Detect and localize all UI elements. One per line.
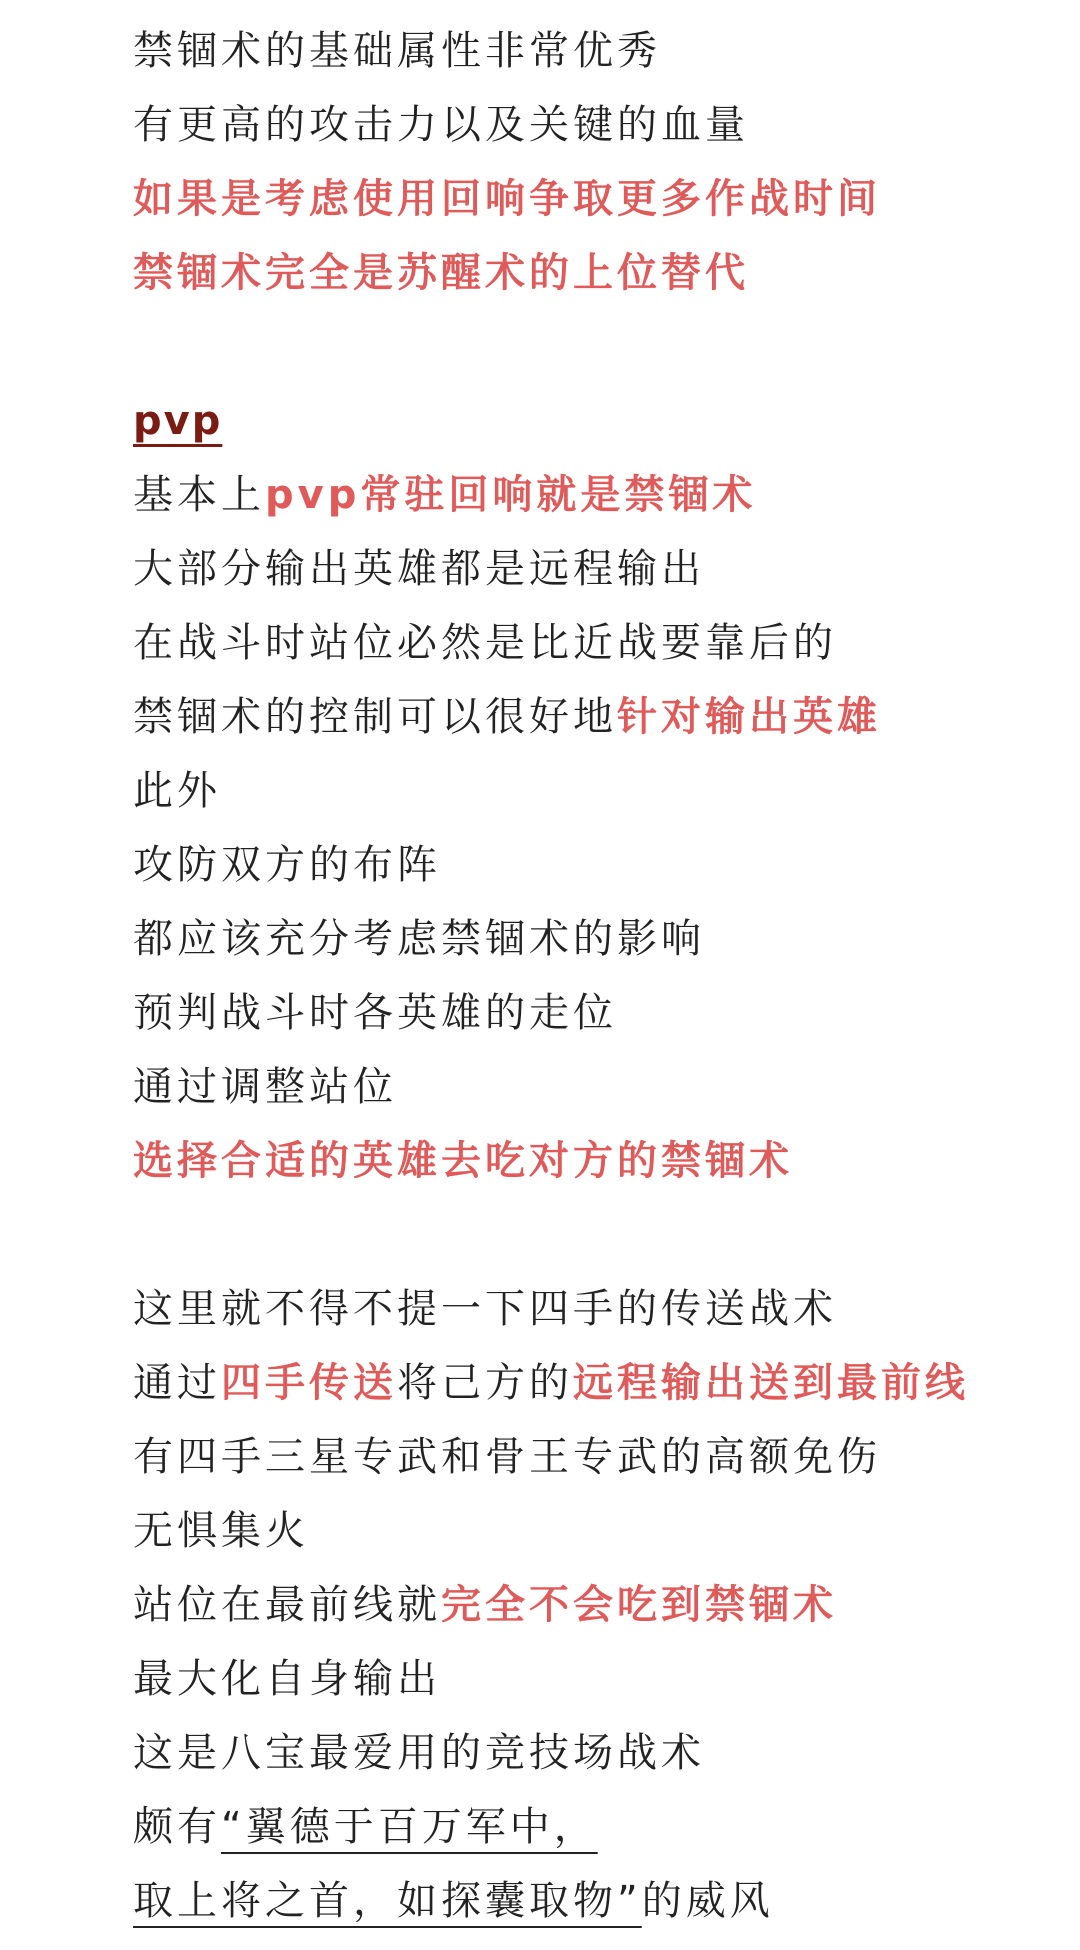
text-line bbox=[133, 1646, 441, 1712]
section-title-line bbox=[133, 388, 222, 454]
line-text: 将己方的 bbox=[397, 1360, 573, 1406]
line-text: 攻防双方的布阵 bbox=[133, 842, 441, 888]
text-line bbox=[133, 536, 705, 602]
text-line bbox=[133, 980, 617, 1046]
underlined-quote: 取上将之首，如探囊取物” bbox=[133, 1878, 642, 1924]
text-line bbox=[133, 1794, 598, 1860]
highlight-line bbox=[133, 240, 749, 306]
text-line bbox=[133, 92, 749, 158]
highlight-text: 如果是考虑使用回响争取更多作战时间 bbox=[133, 176, 881, 222]
text-line bbox=[133, 906, 705, 972]
highlight-line bbox=[133, 166, 881, 232]
line-text: 无惧集火 bbox=[133, 1508, 309, 1554]
line-text: 大部分输出英雄都是远程输出 bbox=[133, 546, 705, 592]
line-text: 有四手三星专武和骨王专武的高额免伤 bbox=[133, 1434, 881, 1480]
text-line bbox=[133, 832, 441, 898]
text-line bbox=[133, 1498, 309, 1564]
highlight-text: 远程输出送到最前线 bbox=[573, 1360, 969, 1406]
line-text: 预判战斗时各英雄的走位 bbox=[133, 990, 617, 1036]
text-line bbox=[133, 462, 756, 528]
line-text: 这是八宝最爱用的竞技场战术 bbox=[133, 1730, 705, 1776]
line-text: 最大化自身输出 bbox=[133, 1656, 441, 1702]
line-text: 站位在最前线就 bbox=[133, 1582, 441, 1628]
text-line bbox=[133, 1054, 397, 1120]
highlight-line bbox=[133, 1128, 793, 1194]
highlight-text: 禁锢术完全是苏醒术的上位替代 bbox=[133, 250, 749, 296]
text-line bbox=[133, 758, 221, 824]
line-text: 颇有 bbox=[133, 1804, 221, 1850]
underlined-quote: “翼德于百万军中， bbox=[221, 1804, 598, 1850]
text-line bbox=[133, 1276, 837, 1342]
text-line bbox=[133, 1572, 837, 1638]
line-text: 通过 bbox=[133, 1360, 221, 1406]
line-text: 都应该充分考虑禁锢术的影响 bbox=[133, 916, 705, 962]
text-line bbox=[133, 1350, 969, 1416]
line-text: 在战斗时站位必然是比近战要靠后的 bbox=[133, 620, 837, 666]
line-text: 此外 bbox=[133, 768, 221, 814]
text-line bbox=[133, 610, 837, 676]
line-text: 通过调整站位 bbox=[133, 1064, 397, 1110]
line-text: 有更高的攻击力以及关键的血量 bbox=[133, 102, 749, 148]
highlight-text: 选择合适的英雄去吃对方的禁锢术 bbox=[133, 1138, 793, 1184]
highlight-text: 针对输出英雄 bbox=[617, 694, 881, 740]
text-line bbox=[133, 1868, 774, 1934]
text-line bbox=[133, 18, 661, 84]
line-text: 禁锢术的基础属性非常优秀 bbox=[133, 28, 661, 74]
highlight-text: pvp常驻回响就是禁锢术 bbox=[265, 472, 757, 518]
section-title: pvp bbox=[133, 398, 223, 444]
line-text: 基本上 bbox=[133, 472, 265, 518]
text-line bbox=[133, 1424, 881, 1490]
text-line bbox=[133, 1720, 705, 1786]
line-text: 的威风 bbox=[641, 1878, 774, 1924]
text-line bbox=[133, 684, 881, 750]
line-text: 这里就不得不提一下四手的传送战术 bbox=[133, 1286, 837, 1332]
highlight-text: 四手传送 bbox=[221, 1360, 397, 1406]
line-text: 禁锢术的控制可以很好地 bbox=[133, 694, 617, 740]
highlight-text: 完全不会吃到禁锢术 bbox=[441, 1582, 837, 1628]
